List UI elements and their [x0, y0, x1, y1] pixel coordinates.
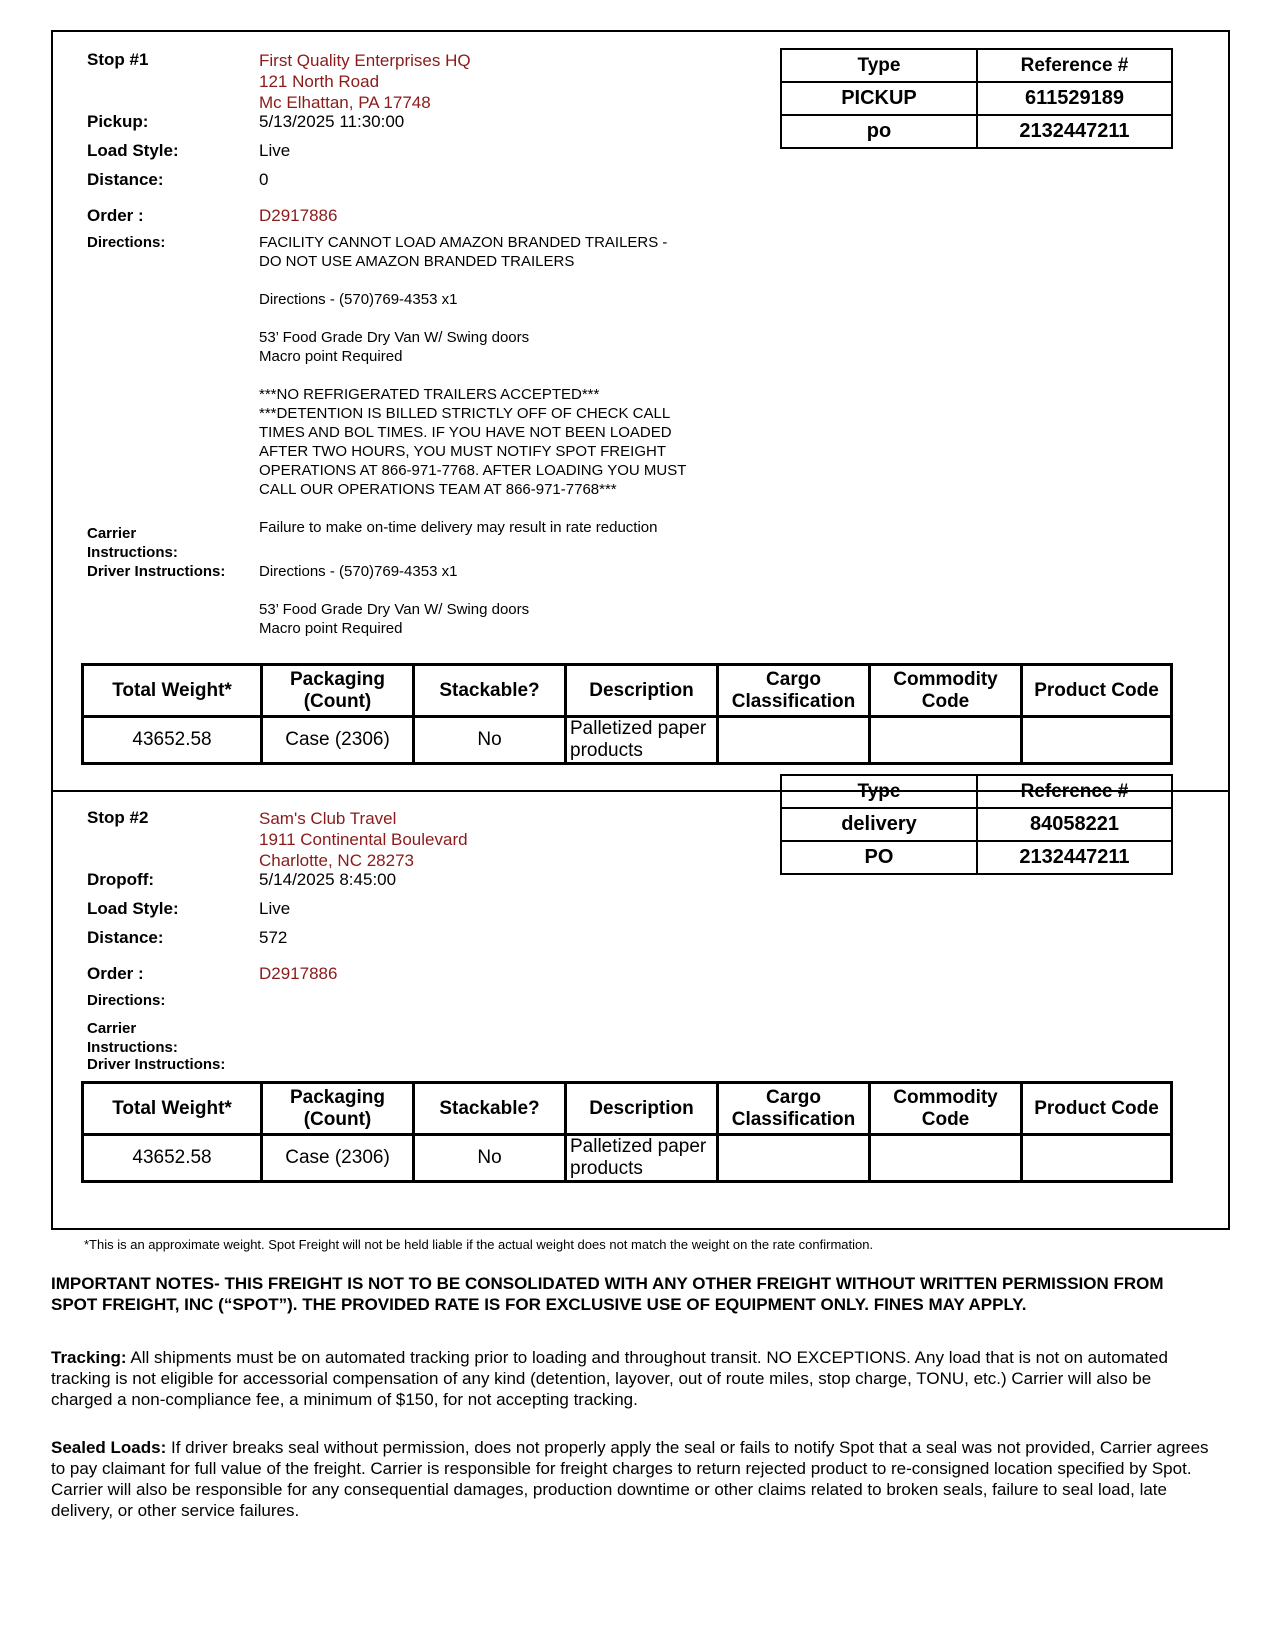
reference-row: [781, 841, 1172, 874]
total-weight-header: Total Weight*: [83, 665, 262, 717]
commodity-code-header: Commodity Code: [870, 665, 1022, 717]
product-code-header: Product Code: [1022, 665, 1172, 717]
tracking-paragraph: [51, 1347, 1211, 1410]
cargo-header-row: [83, 665, 1172, 717]
description-cell: Palletized paper products: [566, 717, 718, 764]
cargo-classification-header: Cargo Classification: [718, 1083, 870, 1135]
facility-name-text: Sam's Club Travel: [259, 809, 397, 828]
reference-table: [780, 774, 1173, 875]
load-style-value: Live: [259, 141, 291, 160]
tracking-label: Tracking:: [51, 1348, 127, 1367]
stackable-header: Stackable?: [414, 1083, 566, 1135]
stackable-cell: No: [414, 1135, 566, 1182]
address-line-2: Mc Elhattan, PA 17748: [259, 93, 431, 112]
reference-type: PO: [781, 841, 977, 874]
reference-number: 2132447211: [977, 841, 1172, 874]
facility-name-text: First Quality Enterprises HQ: [259, 51, 471, 70]
commodity-code-header: Commodity Code: [870, 1083, 1022, 1135]
distance-value: 0: [259, 170, 269, 189]
reference-number: 611529189: [977, 82, 1172, 115]
stop-2-section: [51, 780, 1230, 1230]
stackable-cell: No: [414, 717, 566, 764]
type-header: Type: [781, 49, 977, 82]
reference-type: PICKUP: [781, 82, 977, 115]
stop-label: Stop #1: [87, 50, 149, 69]
cargo-classification-header: Cargo Classification: [718, 665, 870, 717]
load-style-label: Load Style:: [87, 899, 179, 918]
address-line-2: Charlotte, NC 28273: [259, 851, 414, 870]
cargo-row: [83, 1135, 1172, 1182]
cargo-table: [81, 1081, 1173, 1183]
packaging-header: Packaging (Count): [262, 665, 414, 717]
pickup-time: 5/13/2025 11:30:00: [259, 112, 405, 131]
stop-1-section: [51, 30, 1230, 792]
order-label: Order :: [87, 206, 144, 225]
directions-label: Directions:: [87, 992, 166, 1009]
description-header: Description: [566, 1083, 718, 1135]
dropoff-label: Dropoff:: [87, 870, 155, 889]
important-notes: IMPORTANT NOTES- THIS FREIGHT IS NOT TO BE CONSOLIDATED WITH ANY OTHER FREIGHT WITHOUT WRITTEN PERMISSION FROM SPOT FREIGHT, INC (“SPOT”). THE PROVIDED RATE IS FOR EXCLUSIVE USE OF EQUIPMENT ONLY. FINES MAY APPLY.: [51, 1274, 1164, 1314]
reference-number: 2132447211: [977, 115, 1172, 148]
sealed-loads-paragraph: [51, 1437, 1211, 1521]
order-number: D2917886: [259, 206, 338, 225]
driver-instructions-text: Directions - (570)769-4353 x1 53’ Food Grade Dry Van W/ Swing doors Macro point Required: [259, 563, 530, 637]
reference-type: po: [781, 115, 977, 148]
cargo-classification-cell: [718, 717, 870, 764]
address-line-1: 121 North Road: [259, 72, 380, 91]
product-code-cell: [1022, 1135, 1172, 1182]
commodity-code-cell: [870, 1135, 1022, 1182]
stop-label: Stop #2: [87, 808, 149, 827]
reference-type: delivery: [781, 808, 977, 841]
reference-row: [781, 82, 1172, 115]
description-header: Description: [566, 665, 718, 717]
sealed-loads-label: Sealed Loads:: [51, 1438, 167, 1457]
cargo-classification-cell: [718, 1135, 870, 1182]
weight-footnote: *This is an approximate weight. Spot Freight will not be held liable if the actual weight does not match the weight on the rate confirmation.: [84, 1237, 874, 1252]
load-style-label: Load Style:: [87, 141, 179, 160]
sealed-loads-text: If driver breaks seal without permission, does not properly apply the seal or fails to notify Spot that a seal was not provided, Carrier agrees to pay claimant for full value of the freight. Carrier is responsible for freight charges to return rejected product to re-consigned location specified by Spot. Carrier will also be responsible for any consequential damages, production downtime or other claims related to broken seals, failure to seal load, late delivery, or other service failures.: [51, 1438, 1209, 1520]
carrier-instructions-label: Carrier Instructions:: [87, 525, 178, 561]
load-style-value: Live: [259, 899, 291, 918]
cargo-row: [83, 717, 1172, 764]
address-line-1: 1911 Continental Boulevard: [259, 830, 468, 849]
carrier-instructions-label: Carrier Instructions:: [87, 1020, 178, 1056]
order-label: Order :: [87, 964, 144, 983]
directions-label: Directions:: [87, 234, 166, 251]
reference-header-row: [781, 775, 1172, 808]
cargo-header-row: [83, 1083, 1172, 1135]
distance-label: Distance:: [87, 928, 164, 947]
dropoff-time: 5/14/2025 8:45:00: [259, 870, 397, 889]
reference-table: [780, 48, 1173, 149]
product-code-cell: [1022, 717, 1172, 764]
reference-row: [781, 808, 1172, 841]
order-number: D2917886: [259, 964, 338, 983]
product-code-header: Product Code: [1022, 1083, 1172, 1135]
reference-header: Reference #: [977, 49, 1172, 82]
total-weight-cell: 43652.58: [83, 717, 262, 764]
distance-label: Distance:: [87, 170, 164, 189]
packaging-cell: Case (2306): [262, 1135, 414, 1182]
distance-value: 572: [259, 928, 288, 947]
facility-name: [259, 808, 468, 871]
reference-header-row: [781, 49, 1172, 82]
directions-text: FACILITY CANNOT LOAD AMAZON BRANDED TRAILERS - DO NOT USE AMAZON BRANDED TRAILERS Directions - (570)769-4353 x1 53’ Food Grade Dry Van W/ Swing doors Macro point Required ***NO REFRIGERATED TRAILERS ACCEPTED*** ***DETENTION IS BILLED STRICTLY OFF OF CHECK CALL TIMES AND BOL TIMES. IF YOU HAVE NOT BEEN LOADED AFTER TWO HOURS, YOU MUST NOTIFY SPOT FREIGHT OPERATIONS AT 866-971-7768. AFTER LOADING YOU MUST CALL OUR OPERATIONS TEAM AT 866-971-7768*** Failure to make on-time delivery may result in rate reduction: [259, 234, 687, 536]
packaging-cell: Case (2306): [262, 717, 414, 764]
total-weight-cell: 43652.58: [83, 1135, 262, 1182]
reference-row: [781, 115, 1172, 148]
driver-instructions-label: Driver Instructions:: [87, 563, 226, 580]
cargo-table: [81, 663, 1173, 765]
packaging-header: Packaging (Count): [262, 1083, 414, 1135]
reference-number: 84058221: [977, 808, 1172, 841]
driver-instructions-label: Driver Instructions:: [87, 1056, 226, 1073]
total-weight-header: Total Weight*: [83, 1083, 262, 1135]
commodity-code-cell: [870, 717, 1022, 764]
tracking-text: All shipments must be on automated tracking prior to loading and throughout transit. NO EXCEPTIONS. Any load that is not on automated tracking is not eligible for accessorial compensation of any kind (detention, layover, out of route miles, stop charge, TONU, etc.) Carrier will also be charged a non-compliance fee, a minimum of $150, for not accepting tracking.: [51, 1348, 1168, 1409]
type-header: Type: [781, 775, 977, 808]
reference-header: Reference #: [977, 775, 1172, 808]
stackable-header: Stackable?: [414, 665, 566, 717]
pickup-label: Pickup:: [87, 112, 149, 131]
facility-name: [259, 50, 471, 113]
description-cell: Palletized paper products: [566, 1135, 718, 1182]
